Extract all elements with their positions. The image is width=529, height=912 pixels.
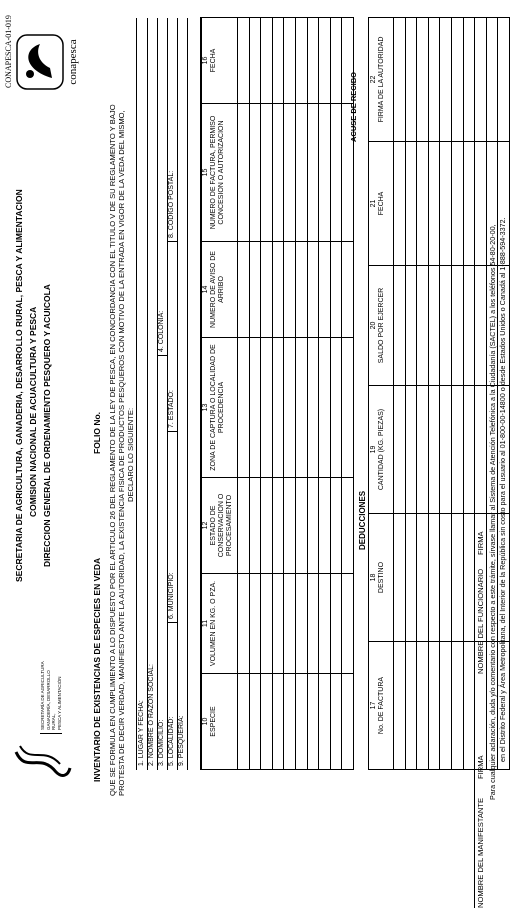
col-fecha: 16 FECHA — [201, 18, 238, 104]
firma-funcionario-label: FIRMA — [476, 531, 485, 555]
col-no-factura: 17 No. DE FACTURA — [369, 642, 394, 770]
nombre-razon-label: 2. NOMBRE O RAZON SOCIAL: — [148, 664, 155, 766]
estado-label: 7. ESTADO: — [168, 390, 175, 428]
folio-label: FOLIO No. — [92, 411, 102, 454]
intro-line-3: DECLARO LO SIGUIENTE: — [126, 407, 135, 502]
divider — [167, 241, 177, 242]
inventory-table — [200, 17, 354, 770]
footer-line-1: Para cualquier aclaración, duda y/o comentario con respecto a este trámite, sírvase llamar al Sistema de Atención Telefónica a la Ciudadanía (SACTEL) a los teléfonos 54-80-20-00, — [488, 224, 497, 800]
col-especie: 10 ESPECIE — [201, 674, 238, 770]
col-saldo: 20 SALDO POR EJERCER — [369, 266, 394, 386]
col-factura-permiso: 15 NUMERO DE FACTURA, PERMISO CONCESION O AUTORIZACION — [201, 104, 238, 242]
sagarpa-line-1: SECRETARÍA DE AGRICULTURA — [40, 661, 45, 730]
inventory-row[interactable] — [295, 18, 307, 770]
intro-line-1: QUE SE FORMULA EN CUMPLIMIENTO A LO DISPUESTO POR EL ARTICULO 26 DEL REGLAMENTO DE LA LEY DE PESCA, EN CONCORDANCIA CON EL TITULO V DE SU REGLAMENTO Y BAJO — [108, 104, 117, 796]
acuse-recibo-label: ACUSE DE RECIBO — [349, 71, 358, 142]
localidad-label: 5. LOCALIDAD: — [168, 716, 175, 766]
col-fecha-acuse: 21 FECHA — [369, 142, 394, 266]
col-cantidad: 19 CANTIDAD (KG. PIEZAS) — [369, 386, 394, 514]
deducciones-header-row — [369, 18, 394, 770]
inventory-row[interactable] — [272, 18, 284, 770]
sagarpa-emblem-icon — [12, 740, 72, 782]
field-row-5[interactable] — [177, 18, 188, 770]
inventory-row[interactable] — [249, 18, 261, 770]
domicilio-label: 3. DOMICILIO: — [158, 719, 165, 766]
deducciones-row[interactable] — [394, 18, 406, 770]
inventory-row[interactable] — [307, 18, 319, 770]
col-aviso-arribo: 14 NUMERO DE AVISO DE ARRIBO — [201, 242, 238, 338]
sagarpa-logo — [12, 740, 72, 782]
fish-icon — [16, 34, 64, 90]
col-firma-autoridad: 22 FIRMA DE LA AUTORIDAD — [369, 18, 394, 142]
form-code: CONAPESCA-01-019 — [4, 15, 13, 88]
lugar-fecha-label: 1. LUGAR Y FECHA: — [138, 700, 145, 766]
sagarpa-text — [40, 660, 62, 734]
deducciones-row[interactable] — [440, 18, 452, 770]
deducciones-row[interactable] — [463, 18, 475, 770]
deducciones-title: DEDUCCIONES — [358, 490, 367, 550]
inventory-row[interactable] — [330, 18, 342, 770]
divider — [157, 355, 167, 356]
sagarpa-line-2: GANADERÍA, DESARROLLO RURAL, — [45, 670, 56, 730]
conapesca-label: conapesca — [67, 39, 79, 85]
signature-line — [474, 468, 475, 908]
form-title: INVENTARIO DE EXISTENCIAS DE ESPECIES EN VEDA — [92, 557, 102, 782]
deducciones-row[interactable] — [451, 18, 463, 770]
municipio-label: 6. MUNICIPIO: — [168, 572, 175, 619]
direccion-title: DIRECCION GENERAL DE ORDENAMIENTO PESQUERO Y ACUICOLA — [42, 284, 52, 567]
manifestante-label: NOMBRE DEL MANIFESTANTE — [476, 797, 485, 908]
footer-line-2: en el Distrito Federal y Área Metropolitana, del Interior de la República sin costo para el usuario al 01-800-00-14800 o desde Estados Unidos o Canadá al 1-888-594-3372. — [498, 217, 507, 762]
comision-title: COMISION NACIONAL DE ACUACULTURA Y PESCA — [28, 306, 38, 517]
sagarpa-line-3: PESCA Y ALIMENTACIÓN — [56, 676, 62, 730]
secretaria-title: SECRETARIA DE AGRICULTURA, GANADERIA, DESARROLLO RURAL, PESCA Y ALIMENTACION — [14, 189, 24, 582]
colonia-label: 4. COLONIA: — [158, 310, 165, 352]
inventory-header-row — [201, 18, 238, 770]
inventory-row[interactable] — [284, 18, 296, 770]
divider — [167, 431, 177, 432]
codigo-postal-label: 8. CODIGO POSTAL: — [168, 170, 175, 238]
deducciones-row[interactable] — [417, 18, 429, 770]
fields-section — [136, 18, 202, 770]
inventory-row[interactable] — [319, 18, 331, 770]
col-volumen: 11 VOLUMEN EN KG. O PZA. — [201, 574, 238, 674]
funcionario-label: NOMBRE DEL FUNCIONARIO — [476, 568, 485, 674]
deducciones-row[interactable] — [405, 18, 417, 770]
inventory-row[interactable] — [238, 18, 250, 770]
divider — [167, 622, 177, 623]
col-zona-captura: 13 ZONA DE CAPTURA O LOCALIDAD DE PROCEDENCIA — [201, 338, 238, 478]
pesqueria-label: 9. PESQUERIA: — [178, 715, 185, 766]
intro-line-2: PROTESTA DE DECIR VERDAD, MANIFIESTO ANTE LA AUTORIDAD, LA EXISTENCIA FISICA DE PRODUCTOS PESQUEROS CON MOTIVO DE LA ENTRADA EN VIGOR DE LA VEDA DEL MISMO, — [117, 110, 126, 796]
col-estado-conservacion: 12 ESTADO DE CONSERVACION O PROCESAMIENTO — [201, 478, 238, 574]
firma-manifestante-label: FIRMA — [476, 755, 485, 779]
inventory-row[interactable] — [261, 18, 273, 770]
col-destino: 18 DESTINO — [369, 514, 394, 642]
deducciones-row[interactable] — [428, 18, 440, 770]
conapesca-logo — [16, 34, 79, 90]
